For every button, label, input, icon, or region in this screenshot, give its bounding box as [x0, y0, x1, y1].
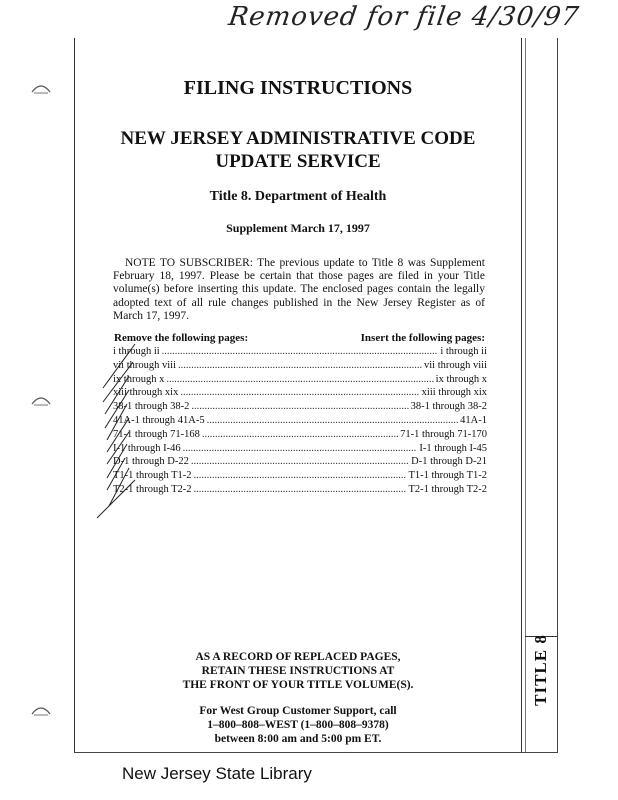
- record-line: THE FRONT OF YOUR TITLE VOLUME(S).: [182, 679, 414, 691]
- insert-range: I-1 through I-45: [419, 442, 487, 454]
- remove-range: vii through viii: [113, 359, 176, 371]
- leader-dots: [183, 443, 418, 454]
- insert-range: ix through x: [435, 373, 487, 385]
- remove-range: 71-1 through 71-168: [113, 428, 200, 440]
- record-instructions: [75, 650, 521, 692]
- handwritten-strike-marks: [95, 340, 155, 520]
- list-item: [113, 484, 487, 498]
- remove-range: 38-1 through 38-2: [113, 401, 190, 413]
- insert-range: 38-1 through 38-2: [410, 401, 487, 413]
- page-frame-bottom: [74, 752, 558, 753]
- list-item: [113, 346, 487, 360]
- remove-range: D-1 through D-22: [113, 456, 189, 468]
- support-hours: between 8:00 am and 5:00 pm ET.: [214, 733, 382, 745]
- insert-range: T2-1 through T2-2: [408, 483, 487, 495]
- punch-hole-icon: [30, 392, 52, 408]
- insert-range: vii through viii: [424, 359, 487, 371]
- insert-range: 41A-1: [460, 414, 487, 426]
- remove-range: T1-1 through T1-2: [113, 470, 192, 482]
- list-item: [113, 374, 487, 388]
- remove-range: 41A-1 through 41A-5: [113, 414, 205, 426]
- punch-hole-icon: [30, 80, 52, 96]
- leader-dots: [194, 484, 407, 495]
- page-list: [113, 346, 487, 498]
- leader-dots: [180, 387, 419, 398]
- title-tab-label: TITLE 8: [531, 634, 550, 706]
- support-phone: 1–800–808–WEST (1–800–808–9378): [207, 719, 389, 731]
- list-item: [113, 415, 487, 429]
- page-frame-right: [521, 38, 522, 753]
- remove-range: xiii through xix: [113, 387, 179, 399]
- title-department: Title 8. Department of Health: [209, 189, 387, 204]
- list-item: [113, 443, 487, 457]
- leader-dots: [191, 456, 409, 467]
- insert-range: i through ii: [440, 346, 487, 357]
- leader-dots: [207, 415, 459, 426]
- page-title: FILING INSTRUCTIONS: [183, 77, 413, 99]
- remove-range: i through ii: [113, 346, 160, 357]
- leader-dots: [178, 360, 422, 371]
- remove-heading: Remove the following pages:: [114, 332, 249, 344]
- insert-range: 71-1 through 71-170: [400, 428, 487, 440]
- record-line: AS A RECORD OF REPLACED PAGES,: [195, 651, 401, 663]
- list-item: [113, 387, 487, 401]
- code-title-line1: NEW JERSEY ADMINISTRATIVE CODE: [120, 128, 476, 149]
- supplement-date: Supplement March 17, 1997: [226, 221, 370, 235]
- list-item: [113, 401, 487, 415]
- leader-dots: [166, 374, 433, 385]
- support-line: For West Group Customer Support, call: [199, 705, 397, 717]
- insert-heading: Insert the following pages:: [360, 332, 485, 344]
- leader-dots: [194, 470, 407, 481]
- record-line: RETAIN THESE INSTRUCTIONS AT: [201, 665, 395, 677]
- insert-range: D-1 through D-21: [411, 456, 487, 468]
- insert-range: xiii through xix: [421, 387, 487, 399]
- remove-range: T2-1 through T2-2: [113, 483, 192, 495]
- leader-dots: [162, 346, 439, 357]
- list-item: [113, 429, 487, 443]
- list-item: [113, 456, 487, 470]
- remove-range: ix through x: [113, 373, 165, 385]
- leader-dots: [191, 401, 408, 412]
- list-item: [113, 360, 487, 374]
- page-frame-tab-edge: [557, 38, 558, 753]
- leader-dots: [202, 429, 398, 440]
- handwritten-note: Removed for file 4/30/97: [226, 2, 582, 32]
- list-item: [113, 470, 487, 484]
- code-title-line2: UPDATE SERVICE: [215, 151, 381, 172]
- customer-support: [75, 704, 521, 746]
- library-stamp: New Jersey State Library: [122, 764, 312, 783]
- punch-hole-icon: [30, 702, 52, 718]
- subscriber-note: NOTE TO SUBSCRIBER: The previous update to Title 8 was Supplement February 18, 1997. Please be certain that those pages are filed in your Title volume(s) before inserting this update. The enclosed pages contain the legally adopted text of all rule changes published in the New Jersey Register as of March 17, 1997.: [113, 257, 485, 322]
- insert-range: T1-1 through T1-2: [408, 470, 487, 482]
- remove-range: I-1 through I-46: [113, 442, 181, 454]
